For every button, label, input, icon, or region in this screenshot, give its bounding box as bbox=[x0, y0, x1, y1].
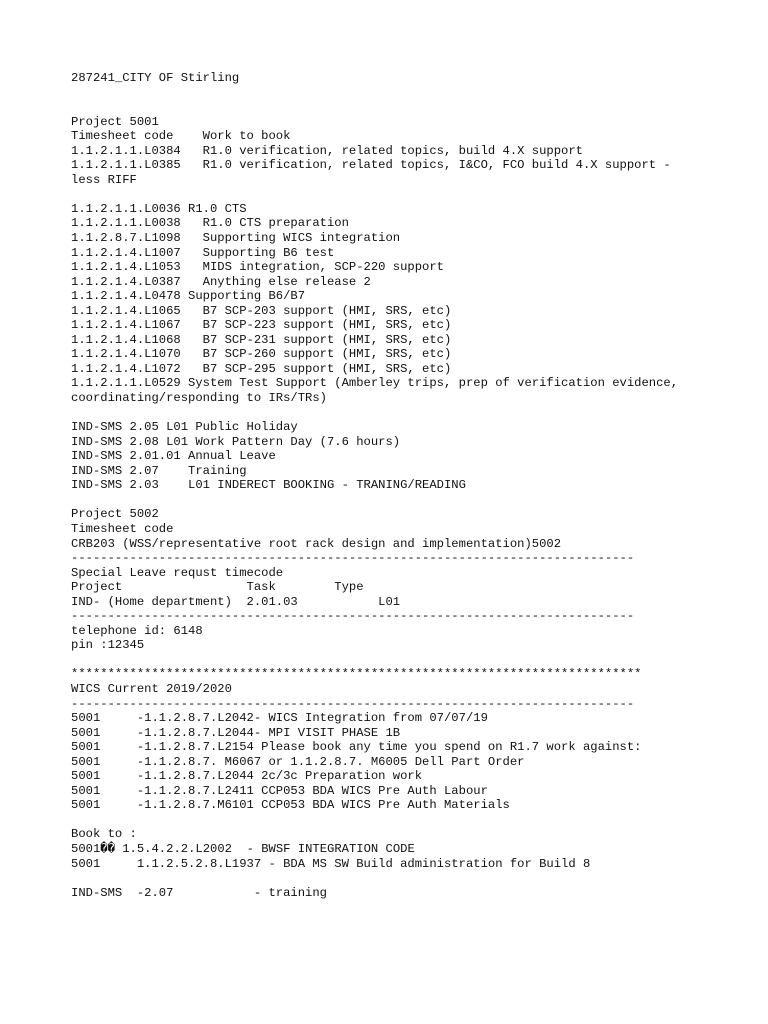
doc-line bbox=[71, 100, 751, 115]
doc-line: IND-SMS 2.08 L01 Work Pattern Day (7.6 hours) bbox=[71, 434, 401, 449]
doc-line: Book to : bbox=[71, 827, 137, 842]
doc-line: 1.1.2.1.1.L0384 R1.0 verification, related topics, build 4.X support bbox=[71, 143, 583, 158]
doc-line: Timesheet code Work to book bbox=[71, 129, 291, 144]
doc-line: telephone id: 6148 bbox=[71, 623, 203, 638]
doc-line: Project Task Type bbox=[71, 580, 364, 595]
doc-line: less RIFF bbox=[71, 172, 137, 187]
doc-line: 1.1.2.1.4.L1068 B7 SCP-231 support (HMI, SRS, etc) bbox=[71, 332, 452, 347]
doc-line bbox=[71, 86, 751, 101]
doc-line bbox=[71, 406, 751, 421]
doc-line: Timesheet code bbox=[71, 521, 174, 536]
doc-line: ----------------------------------------------------------------------------- bbox=[71, 696, 635, 711]
doc-line: Special Leave requst timecode bbox=[71, 565, 284, 580]
doc-line: 287241_CITY OF Stirling bbox=[71, 71, 240, 85]
doc-line: 1.1.2.1.1.L0385 R1.0 verification, related topics, I&CO, FCO build 4.X support - bbox=[71, 158, 671, 173]
doc-line: IND-SMS 2.05 L01 Public Holiday bbox=[71, 420, 298, 435]
doc-line: 5001 -1.1.2.8.7.L2411 CCP053 BDA WICS Pre Auth Labour bbox=[71, 783, 488, 798]
doc-line bbox=[71, 653, 751, 668]
doc-line: pin :12345 bbox=[71, 638, 145, 653]
doc-line: IND-SMS -2.07 - training bbox=[71, 885, 327, 900]
doc-line: 1.1.2.1.4.L0478 Supporting B6/B7 bbox=[71, 289, 306, 304]
doc-line: 5001 -1.1.2.8.7.L2154 Please book any time you spend on R1.7 work against: bbox=[71, 740, 642, 755]
doc-line: 1.1.2.1.1.L0529 System Test Support (Amberley trips, prep of verification evidence, bbox=[71, 376, 679, 391]
doc-line: 5001 -1.1.2.8.7.M6101 CCP053 BDA WICS Pre Auth Materials bbox=[71, 798, 510, 813]
doc-line: Project 5002 bbox=[71, 507, 159, 522]
doc-line: 1.1.2.1.1.L0038 R1.0 CTS preparation bbox=[71, 216, 349, 231]
doc-line: 5001 -1.1.2.8.7.L2042- WICS Integration from 07/07/19 bbox=[71, 711, 488, 726]
doc-line: 1.1.2.8.7.L1098 Supporting WICS integration bbox=[71, 231, 401, 246]
doc-line: 5001�� 1.5.4.2.2.L2002 - BWSF INTEGRATION CODE bbox=[71, 841, 415, 856]
doc-line: IND-SMS 2.01.01 Annual Leave bbox=[71, 449, 276, 464]
doc-line: 1.1.2.1.1.L0036 R1.0 CTS bbox=[71, 201, 247, 216]
doc-line: 1.1.2.1.4.L1072 B7 SCP-295 support (HMI, SRS, etc) bbox=[71, 361, 452, 376]
doc-line: 5001 -1.1.2.8.7.L2044- MPI VISIT PHASE 1B bbox=[71, 725, 401, 740]
doc-line: IND- (Home department) 2.01.03 L01 bbox=[71, 594, 401, 609]
doc-line bbox=[71, 493, 751, 508]
doc-line: 1.1.2.1.4.L1070 B7 SCP-260 support (HMI, SRS, etc) bbox=[71, 347, 452, 362]
doc-line: coordinating/responding to IRs/TRs) bbox=[71, 391, 327, 406]
doc-line: 1.1.2.1.4.L1007 Supporting B6 test bbox=[71, 245, 335, 260]
doc-line bbox=[71, 871, 751, 886]
doc-line: 1.1.2.1.4.L1067 B7 SCP-223 support (HMI, SRS, etc) bbox=[71, 318, 452, 333]
doc-line: 1.1.2.1.4.L1065 B7 SCP-203 support (HMI, SRS, etc) bbox=[71, 303, 452, 318]
timesheet-document bbox=[71, 71, 751, 900]
doc-line: 5001 -1.1.2.8.7.L2044 2c/3c Preparation work bbox=[71, 769, 423, 784]
doc-line: Project 5001 bbox=[71, 114, 159, 129]
doc-line: 5001 -1.1.2.8.7. M6067 or 1.1.2.8.7. M6005 Dell Part Order bbox=[71, 754, 525, 769]
doc-line: 1.1.2.1.4.L1053 MIDS integration, SCP-220 support bbox=[71, 260, 444, 275]
doc-line: WICS Current 2019/2020 bbox=[71, 681, 232, 696]
doc-line bbox=[71, 813, 751, 828]
doc-line bbox=[71, 187, 751, 202]
doc-line: IND-SMS 2.03 L01 INDERECT BOOKING - TRANING/READING bbox=[71, 478, 466, 493]
doc-line: ****************************************************************************** bbox=[71, 667, 642, 682]
doc-line: 5001 1.1.2.5.2.8.L1937 - BDA MS SW Build administration for Build 8 bbox=[71, 856, 591, 871]
doc-line: 1.1.2.1.4.L0387 Anything else release 2 bbox=[71, 274, 371, 289]
doc-line: ----------------------------------------------------------------------------- bbox=[71, 609, 635, 624]
doc-line: IND-SMS 2.07 Training bbox=[71, 463, 247, 478]
doc-line: CRB203 (WSS/representative root rack design and implementation)5002 bbox=[71, 536, 562, 551]
doc-line: ----------------------------------------------------------------------------- bbox=[71, 551, 635, 566]
